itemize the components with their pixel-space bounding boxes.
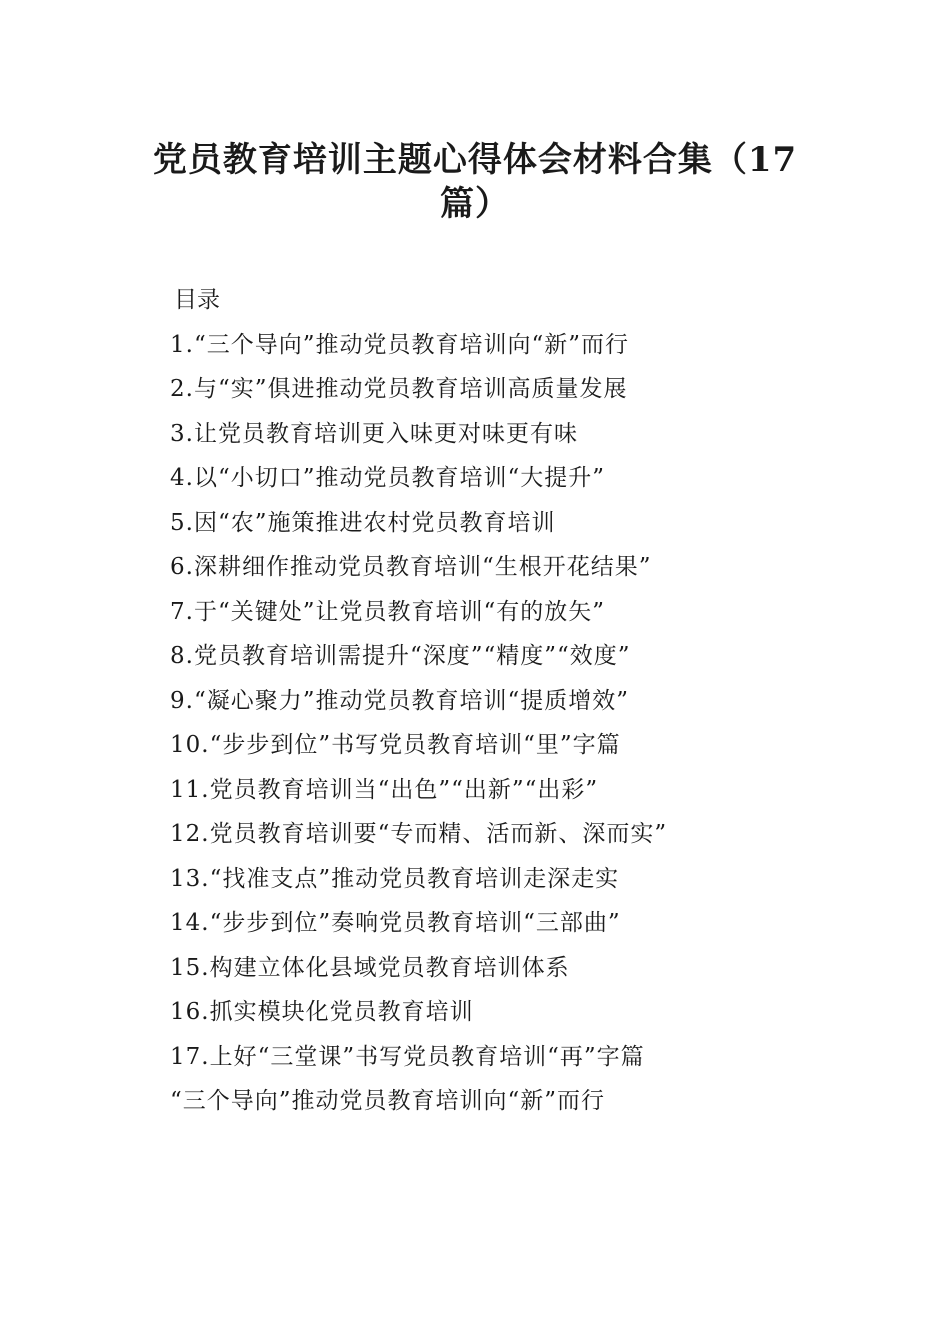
toc-item: 17.上好“三堂课”书写党员教育培训“再”字篇 bbox=[170, 1043, 645, 1070]
toc-item: 8.党员教育培训需提升“深度”“精度”“效度” bbox=[170, 643, 631, 669]
toc-item: 5.因“农”施策推进农村党员教育培训 bbox=[170, 509, 556, 536]
toc-item: 7.于“关键处”让党员教育培训“有的放矢” bbox=[170, 598, 605, 625]
toc-item: 2.与“实”俱进推动党员教育培训高质量发展 bbox=[170, 376, 628, 402]
toc-item: 12.党员教育培训要“专而精、活而新、深而实” bbox=[170, 821, 668, 847]
toc-item: 3.让党员教育培训更入味更对味更有味 bbox=[170, 420, 578, 447]
toc-item: 16.抓实模块化党员教育培训 bbox=[170, 999, 474, 1025]
toc-item: 10.“步步到位”书写党员教育培训“里”字篇 bbox=[170, 732, 621, 758]
toc-item: 11.党员教育培训当“出色”“出新”“出彩” bbox=[170, 776, 599, 803]
toc-item: 14.“步步到位”奏响党员教育培训“三部曲” bbox=[170, 910, 621, 936]
toc-item: 13.“找准支点”推动党员教育培训走深走实 bbox=[170, 865, 620, 892]
toc-item: 15.构建立体化县域党员教育培训体系 bbox=[170, 954, 570, 981]
toc-item: 9.“凝心聚力”推动党员教育培训“提质增效” bbox=[170, 687, 629, 714]
toc-list bbox=[170, 323, 870, 1080]
toc-item: 4.以“小切口”推动党员教育培训“大提升” bbox=[170, 465, 605, 491]
document-title: 党员教育培训主题心得体会材料合集（17篇） bbox=[152, 140, 798, 224]
table-of-contents bbox=[170, 278, 870, 1079]
toc-heading: 目录 bbox=[174, 287, 220, 313]
toc-item: 6.深耕细作推动党员教育培训“生根开花结果” bbox=[170, 554, 652, 580]
toc-item: 1.“三个导向”推动党员教育培训向“新”而行 bbox=[170, 331, 629, 358]
section-heading: “三个导向”推动党员教育培训向“新”而行 bbox=[170, 1088, 606, 1114]
